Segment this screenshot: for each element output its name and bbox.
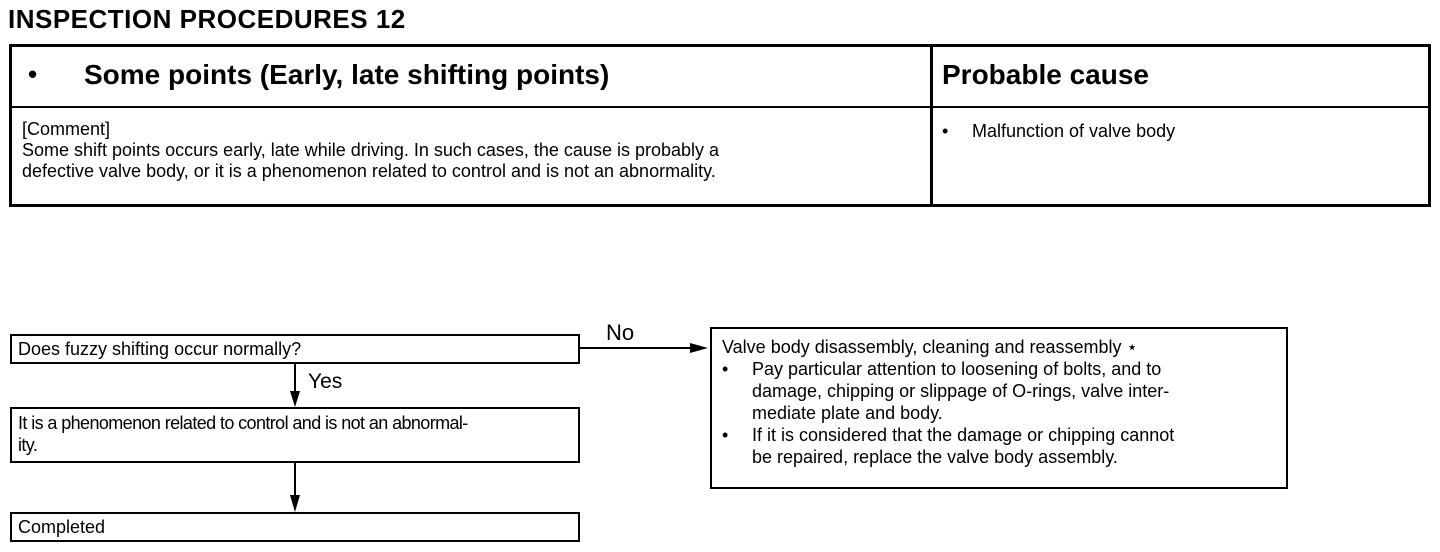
probable-cause-header: Probable cause <box>942 59 1149 90</box>
yes-label: Yes <box>308 370 343 393</box>
action-bullet-line: mediate plate and body. <box>752 403 943 423</box>
table-column-divider <box>930 47 933 204</box>
cause-text: Malfunction of valve body <box>972 121 1176 141</box>
comment-label: [Comment] <box>22 119 111 139</box>
no-label: No <box>606 320 635 345</box>
table-row-divider <box>12 106 1428 108</box>
comment-line: Some shift points occurs early, late while driving. In such cases, the cause is probably a <box>22 140 720 160</box>
phenomenon-box <box>10 407 580 463</box>
probable-cause-item <box>942 121 1175 142</box>
completed-arrowhead <box>290 495 300 512</box>
action-bullet-item <box>722 424 1276 468</box>
symptom-bullet: • <box>28 59 38 89</box>
action-title: Valve body disassembly, cleaning and reassembly ⋆ <box>722 337 1138 357</box>
comment-line: defective valve body, or it is a phenomenon related to control and is not an abnormality. <box>22 161 716 181</box>
phenomenon-line: It is a phenomenon related to control and is not an abnormal- <box>18 413 468 433</box>
page-title: INSPECTION PROCEDURES 12 <box>8 4 406 34</box>
action-bullet-line: damage, chipping or slippage of O-rings, valve inter- <box>752 381 1170 401</box>
phenomenon-line: ity. <box>18 435 38 455</box>
action-box <box>710 327 1288 489</box>
question-box: Does fuzzy shifting occur normally? <box>10 334 580 364</box>
comment-block <box>22 119 922 182</box>
action-bullet: • <box>722 425 729 445</box>
action-bullet-item <box>722 358 1276 424</box>
symptom-table <box>9 44 1431 207</box>
completed-box: Completed <box>10 512 580 542</box>
action-bullet: • <box>722 359 729 379</box>
no-arrowhead <box>690 343 708 353</box>
action-bullet-line: be repaired, replace the valve body assembly. <box>752 447 1118 467</box>
action-bullet-line: If it is considered that the damage or chipping cannot <box>752 425 1175 445</box>
symptom-header: Some points (Early, late shifting points) <box>84 59 610 90</box>
yes-arrowhead <box>290 391 300 407</box>
action-bullet-line: Pay particular attention to loosening of bolts, and to <box>752 359 1162 379</box>
cause-bullet: • <box>942 121 949 141</box>
